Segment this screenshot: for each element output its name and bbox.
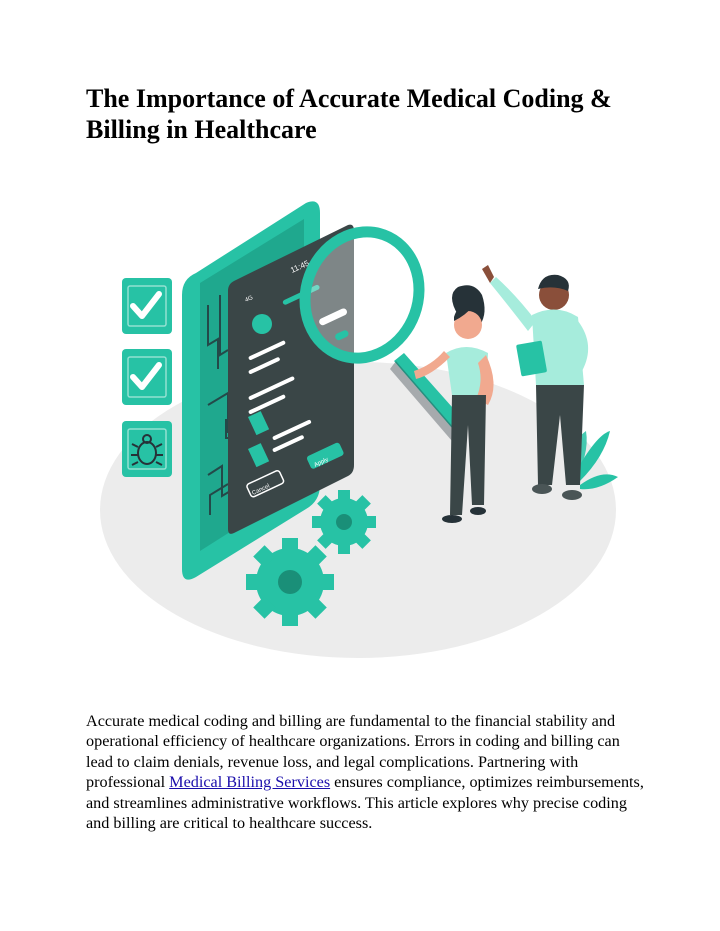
clipboard-icon xyxy=(516,340,547,376)
page-title: The Importance of Accurate Medical Coding & Billing in Healthcare xyxy=(86,84,612,144)
phone-signal: 4G xyxy=(244,295,255,304)
profile-avatar xyxy=(252,314,272,334)
intro-paragraph xyxy=(86,711,646,833)
medical-billing-illustration xyxy=(96,185,636,675)
checkmark-icon xyxy=(122,349,172,405)
cancel-button-label: Cancel xyxy=(251,483,271,497)
checkmark-icon xyxy=(122,278,172,334)
bug-icon xyxy=(122,421,172,477)
paragraph-text-start: Accurate medical coding and billing are fundamental to the financial stability and operational efficiency of healthcare organizations. Errors in coding and billing can lead to claim denials, revenue loss, and legal complications. Partnering with professional xyxy=(86,712,620,792)
medical-billing-services-link[interactable]: Medical Billing Services xyxy=(169,773,331,792)
paragraph-text-end: ensures compliance, optimizes reimbursements, and streamlines administrative workflows. This article explores why precise coding and billing are critical to healthcare success. xyxy=(86,773,644,833)
gear-icon xyxy=(246,538,334,626)
gear-icon xyxy=(312,490,376,554)
apply-button-label: Apply xyxy=(313,457,330,469)
phone-time: 11:45 xyxy=(289,258,311,275)
